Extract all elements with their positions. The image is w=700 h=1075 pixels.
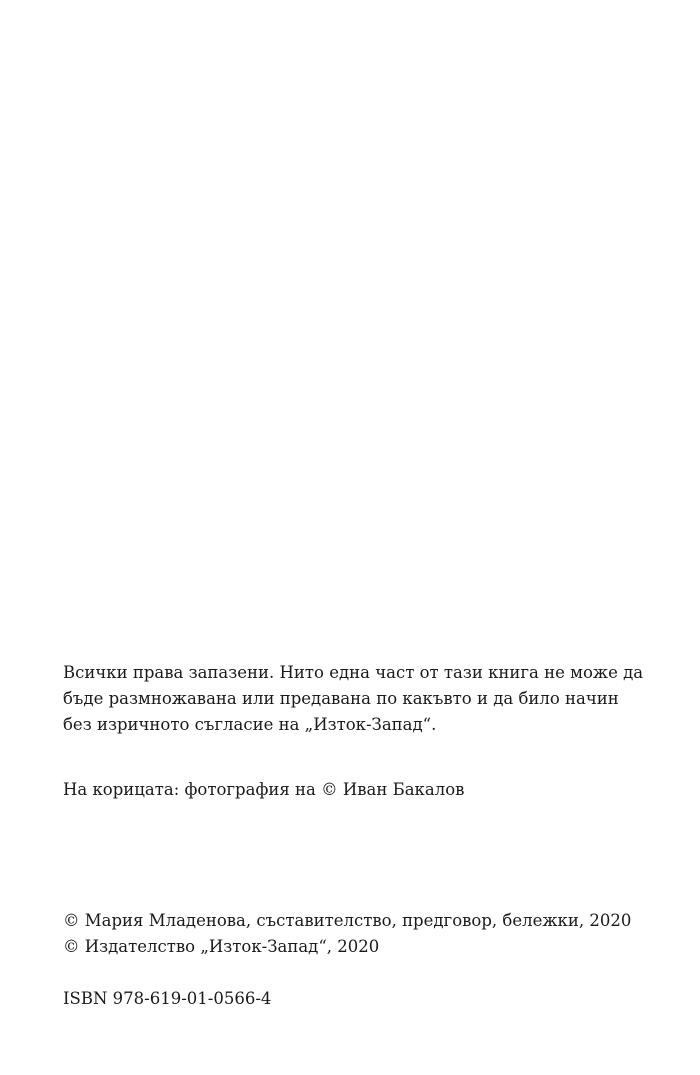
rights-notice-line: без изричното съгласие на „Изток-Запад“. — [63, 715, 437, 734]
rights-notice-line: Всички права запазени. Нито една част от тази книга не може да — [63, 663, 644, 682]
copyright-line-publisher: © Издателство „Изток-Запад“, 2020 — [63, 937, 380, 956]
isbn-number: ISBN 978-619-01-0566-4 — [63, 989, 272, 1008]
rights-notice-line: бъде размножавана или предавана по какъвто и да било начин — [63, 689, 619, 708]
cover-credit: На корицата: фотография на © Иван Бакалов — [63, 780, 465, 799]
copyright-notice — [63, 908, 631, 960]
rights-notice — [63, 660, 643, 738]
copyright-line-author: © Мария Младенова, съставителство, предговор, бележки, 2020 — [63, 911, 632, 930]
